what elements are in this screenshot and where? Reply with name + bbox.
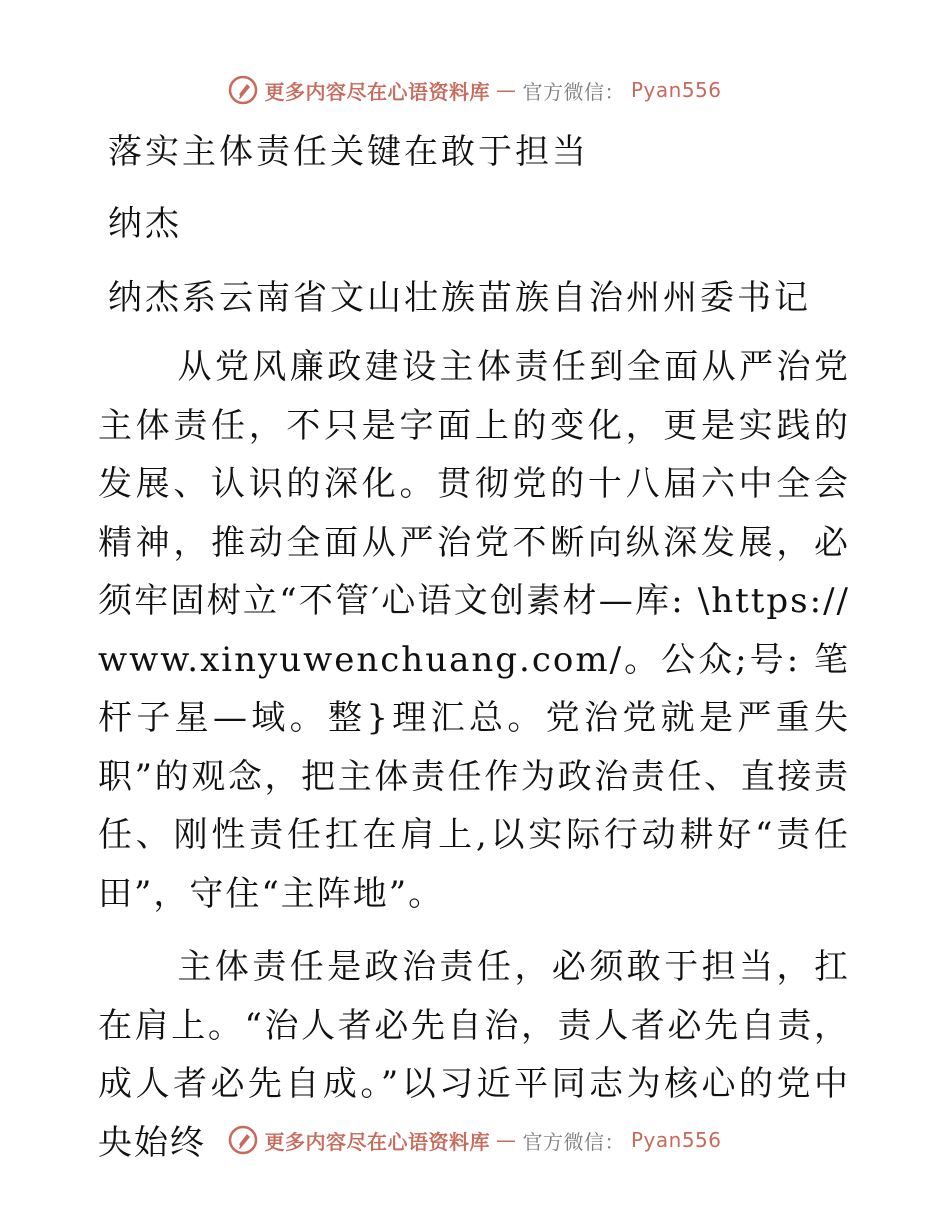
- pen-nib-circle-icon: [228, 75, 258, 105]
- article-author: 纳杰: [108, 204, 182, 244]
- article-title: 落实主体责任关键在敢于担当: [108, 132, 589, 172]
- paragraph-1-text: 从党风廉政建设主体责任到全面从严治党主体责任，不只是字面上的变化，更是实践的发展、认识的深化。贯彻党的十八届六中全会精神，推动全面从严治党不断向纵深发展，必须牢固树立“不管′心语文创素材—库: \https://www.xinyuwenchuang.com/。公众;号: 笔杆子星—域。整}理汇总。党治党就是严重失职”的观念，把主体责任作为政治责任、直接责任、刚性责任扛在肩上,以实际行动耕好“责任田”，守住“主阵地”。: [98, 347, 850, 914]
- author-bio: 纳杰系云南省文山壮族苗族自治州州委书记: [108, 278, 811, 318]
- paragraph-1: [98, 338, 850, 923]
- watermark-wechat-id: Pyan556: [630, 78, 722, 102]
- paragraph-2-text: 主体责任是政治责任，必须敢于担当，扛在肩上。“治人者必先自治，责人者必先自责，成人者必先自成。”以习近平同志为核心的党中央始终: [98, 947, 850, 1163]
- watermark-main-text: 更多内容尽在心语资料库: [264, 1129, 490, 1154]
- watermark-dash: —: [495, 1128, 517, 1152]
- footer-watermark: [0, 1120, 950, 1160]
- pen-nib-circle-icon: [228, 1125, 258, 1155]
- header-watermark: [0, 70, 950, 110]
- watermark-main-text: 更多内容尽在心语资料库: [264, 79, 490, 104]
- watermark-official-label: 官方微信：: [522, 1129, 625, 1154]
- watermark-dash: —: [495, 78, 517, 102]
- watermark-wechat-id: Pyan556: [630, 1128, 722, 1152]
- watermark-official-label: 官方微信：: [522, 79, 625, 104]
